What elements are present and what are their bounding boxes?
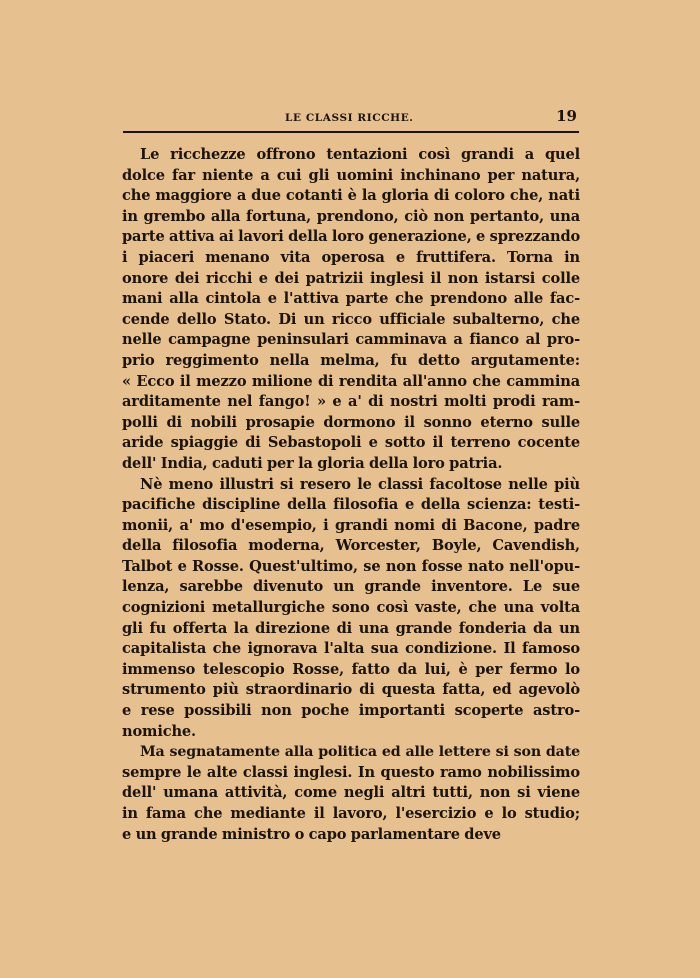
text-line: Talbot e Rosse. Quest'ultimo, se non fosse nato nell'opu-: [122, 557, 580, 575]
text-line: in grembo alla fortuna, prendono, ciò non pertanto, una: [122, 207, 580, 225]
text-line: della filosofia moderna, Worcester, Boyle, Cavendish,: [122, 537, 580, 555]
text-line: monii, a' mo d'esempio, i grandi nomi di Bacone, padre: [122, 516, 580, 534]
page-number: 19: [556, 107, 577, 125]
text-line: aride spiaggie di Sebastopoli e sotto il terreno cocente: [122, 434, 580, 452]
text-line: Ma segnatamente alla politica ed alle lettere si son date: [140, 744, 580, 761]
text-line: gli fu offerta la direzione di una grande fonderia da un: [122, 619, 580, 637]
text-line: dell' umana attività, come negli altri tutti, non si viene: [122, 784, 580, 802]
text-line: in fama che mediante il lavoro, l'esercizio e lo studio;: [122, 805, 580, 822]
text-line: che maggiore a due cotanti è la gloria di coloro che, nati: [122, 187, 580, 205]
text-line: Nè meno illustri si resero le classi facoltose nelle più: [140, 475, 580, 493]
text-line: cognizioni metallurgiche sono così vaste, che una volta: [122, 599, 580, 617]
text-line: capitalista che ignorava l'alta sua condizione. Il famoso: [122, 640, 580, 658]
text-line: immenso telescopio Rosse, fatto da lui, è per fermo lo: [122, 660, 580, 678]
paragraph-1: [122, 145, 580, 475]
text-line: arditamente nel fango! » e a' di nostri molti prodi ram-: [122, 393, 580, 411]
page-header: [123, 104, 579, 128]
header-rule: [123, 131, 579, 133]
text-line: pacifiche discipline della filosofia e della scienza: testi-: [122, 496, 580, 514]
text-line: sempre le alte classi inglesi. In questo ramo nobilissimo: [122, 763, 580, 781]
text-line: nelle campagne peninsulari camminava a fianco al pro-: [122, 331, 580, 349]
text-line: e rese possibili non poche importanti scoperte astro-: [122, 702, 580, 720]
text-line: onore dei ricchi e dei patrizii inglesi il non istarsi colle: [122, 269, 580, 287]
text-line: cende dello Stato. Di un ricco ufficiale subalterno, che: [122, 310, 580, 328]
text-line: dolce far niente a cui gli uomini inchinano per natura,: [122, 166, 580, 184]
text-line: nomiche.: [122, 722, 196, 740]
text-line: « Ecco il mezzo milione di rendita all'anno che cammina: [122, 372, 580, 390]
text-line: parte attiva ai lavori della loro generazione, e sprezzando: [122, 228, 581, 246]
running-title: LE CLASSI RICCHE.: [285, 112, 414, 124]
text-line: lenza, sarebbe divenuto un grande inventore. Le sue: [122, 578, 580, 596]
text-line: prio reggimento nella melma, fu detto argutamente:: [122, 351, 580, 369]
body-text: [122, 145, 580, 845]
text-line: Le ricchezze offrono tentazioni così grandi a quel: [140, 146, 580, 163]
text-line: dell' India, caduti per la gloria della loro patria.: [122, 454, 503, 472]
text-line: e un grande ministro o capo parlamentare deve: [122, 825, 501, 843]
paragraph-2: [122, 475, 580, 743]
text-line: polli di nobili prosapie dormono il sonno eterno sulle: [122, 413, 580, 431]
text-line: mani alla cintola e l'attiva parte che prendono alle fac-: [122, 290, 580, 308]
text-line: strumento più straordinario di questa fatta, ed agevolò: [122, 681, 580, 699]
paragraph-3: [122, 742, 580, 845]
text-line: i piaceri menano vita operosa e fruttifera. Torna in: [122, 248, 580, 266]
